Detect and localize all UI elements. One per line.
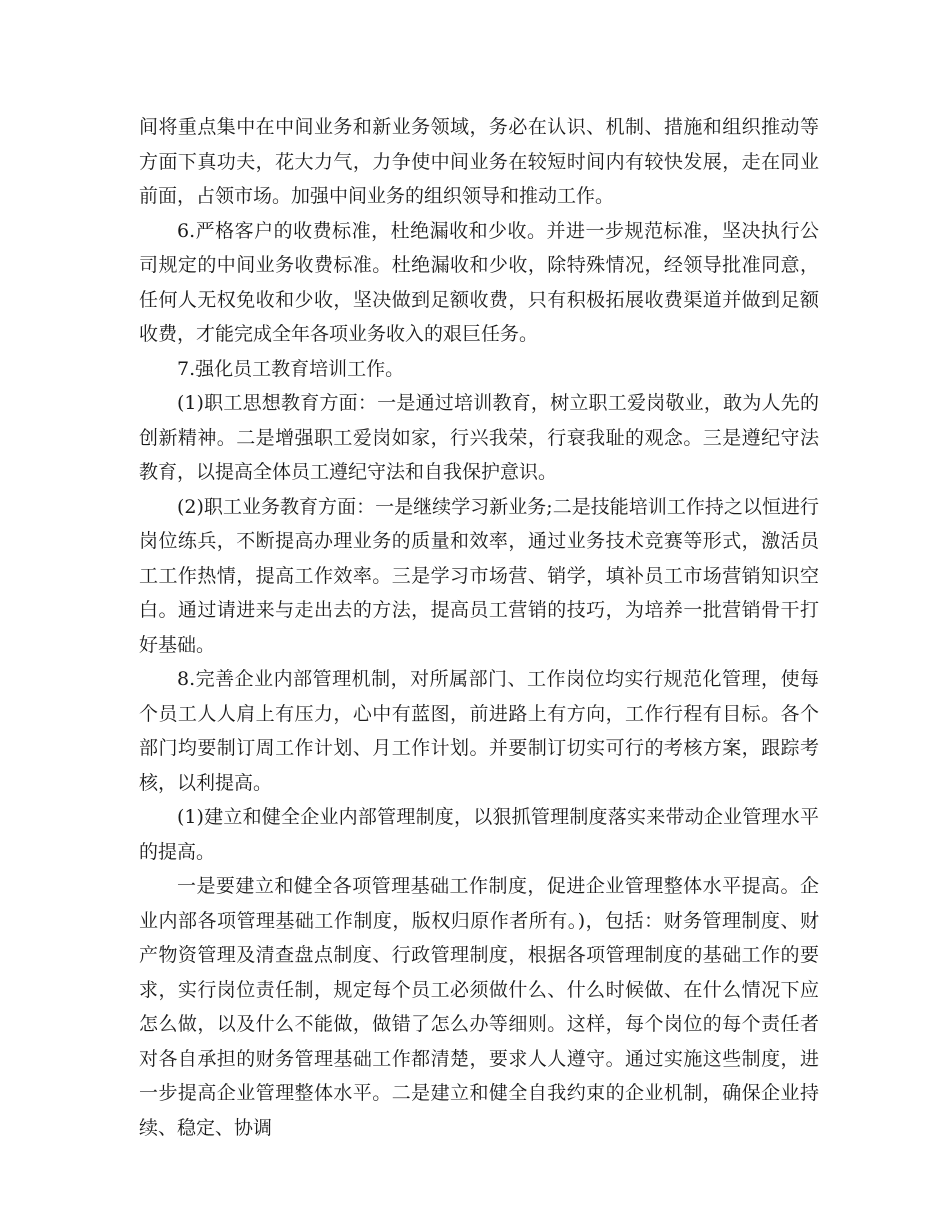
document-body [139,110,819,1145]
paragraph-8: 一是要建立和健全各项管理基础工作制度，促进企业管理整体水平提高。企业内部各项管理基础工作制度，版权归原作者所有。)，包括：财务管理制度、财产物资管理及清查盘点制度、行政管理制度，根据各项管理制度的基础工作的要求，实行岗位责任制，规定每个员工必须做什么、什么时候做、在什么情况下应怎么做，以及什么不能做，做错了怎么办等细则。这样，每个岗位的每个责任者对各自承担的财务管理基础工作都清楚，要求人人遵守。通过实施这些制度，进一步提高企业管理整体水平。二是建立和健全自我约束的企业机制，确保企业持续、稳定、协调 [139,875,819,1139]
paragraph-1: 间将重点集中在中间业务和新业务领域，务必在认识、机制、措施和组织推动等方面下真功夫，花大力气，力争使中间业务在较短时间内有较快发展，走在同业前面，占领市场。加强中间业务的组织领导和推动工作。 [139,116,819,207]
paragraph-5: (2)职工业务教育方面：一是继续学习新业务;二是技能培训工作持之以恒进行岗位练兵，不断提高办理业务的质量和效率，通过业务技术竞赛等形式，激活员工工作热情，提高工作效率。三是学习市场营、销学，填补员工市场营销知识空白。通过请进来与走出去的方法，提高员工营销的技巧，为培养一批营销骨干打好基础。 [139,495,819,656]
paragraph-6: 8.完善企业内部管理机制，对所属部门、工作岗位均实行规范化管理，使每个员工人人肩上有压力，心中有蓝图，前进路上有方向，工作行程有目标。各个部门均要制订周工作计划、月工作计划。并要制订切实可行的考核方案，跟踪考核，以利提高。 [139,668,819,794]
paragraph-7: (1)建立和健全企业内部管理制度，以狠抓管理制度落实来带动企业管理水平的提高。 [139,806,819,863]
paragraph-2: 6.严格客户的收费标准，杜绝漏收和少收。并进一步规范标准，坚决执行公司规定的中间业务收费标准。杜绝漏收和少收，除特殊情况，经领导批准同意，任何人无权免收和少收，坚决做到足额收费，只有积极拓展收费渠道并做到足额收费，才能完成全年各项业务收入的艰巨任务。 [139,219,819,345]
paragraph-4: (1)职工思想教育方面：一是通过培训教育，树立职工爱岗敬业，敢为人先的创新精神。二是增强职工爱岗如家，行兴我荣，行衰我耻的观念。三是遵纪守法教育，以提高全体员工遵纪守法和自我保护意识。 [139,392,819,483]
paragraph-3: 7.强化员工教育培训工作。 [177,357,405,380]
